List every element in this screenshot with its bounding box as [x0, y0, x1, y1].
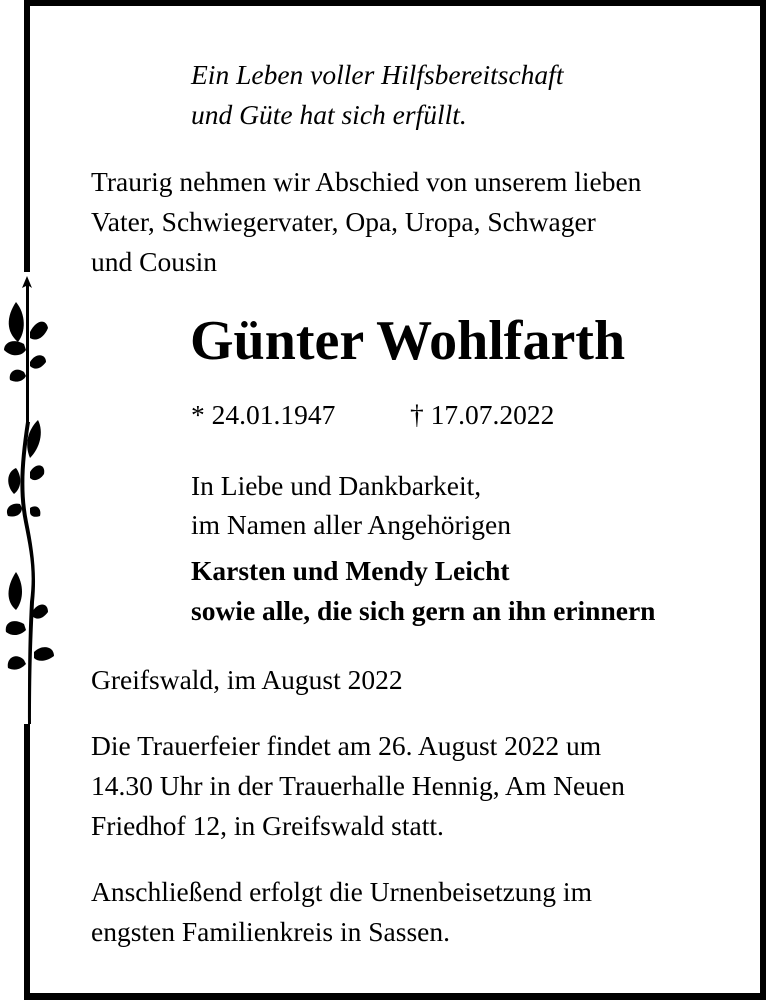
motto-line: Ein Leben voller Hilfsbereitschaft	[191, 59, 564, 90]
death-date: † 17.07.2022	[410, 399, 555, 430]
funeral-line: Friedhof 12, in Greifswald statt.	[91, 810, 444, 841]
frame-border-right	[760, 0, 766, 1000]
vine-ornament-icon	[0, 272, 60, 724]
mourners-line: sowie alle, die sich gern an ihn erinnern	[191, 595, 656, 626]
frame-border-left-upper	[24, 0, 30, 272]
burial-line: engsten Familienkreis in Sassen.	[91, 916, 450, 947]
mourners-line: Karsten und Mendy Leicht	[191, 555, 510, 586]
frame-border-top	[24, 0, 766, 6]
motto-line: und Güte hat sich erfüllt.	[191, 99, 467, 130]
burial-line: Anschließend erfolgt die Urnenbeisetzung im	[91, 876, 592, 907]
intro-line: Traurig nehmen wir Abschied von unserem lieben	[91, 166, 642, 197]
closing-line: im Namen aller Angehörigen	[191, 509, 511, 540]
place-date: Greifswald, im August 2022	[91, 664, 403, 695]
birth-date: * 24.01.1947	[191, 399, 336, 430]
intro-line: Vater, Schwiegervater, Opa, Uropa, Schwager	[91, 206, 596, 237]
frame-border-left-lower	[24, 724, 30, 1000]
intro-line: und Cousin	[91, 246, 218, 277]
funeral-line: Die Trauerfeier findet am 26. August 2022 um	[91, 730, 602, 761]
deceased-name: Günter Wohlfarth	[190, 310, 626, 372]
funeral-line: 14.30 Uhr in der Trauerhalle Hennig, Am Neuen	[91, 770, 625, 801]
closing-line: In Liebe und Dankbarkeit,	[191, 470, 482, 501]
frame-border-bottom	[24, 993, 766, 1000]
